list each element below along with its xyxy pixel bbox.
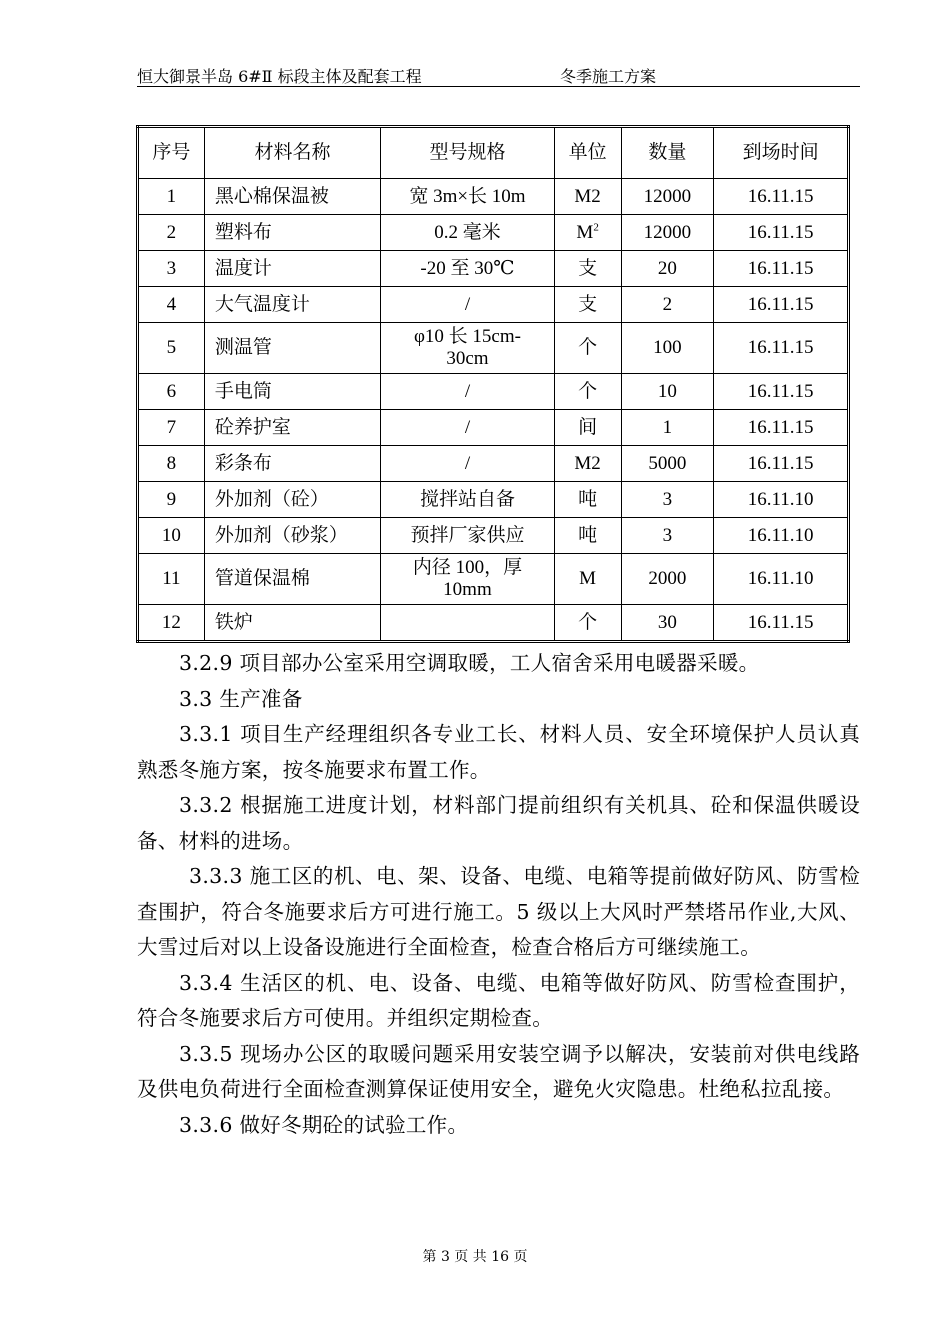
header-document-title: 冬季施工方案 — [560, 67, 657, 86]
cell-spec: 宽 3m×长 10m — [381, 179, 554, 215]
cell-unit: M2 — [554, 446, 621, 482]
cell-unit: M — [554, 554, 621, 605]
cell-qty: 12000 — [621, 215, 714, 251]
cell-date: 16.11.15 — [714, 179, 849, 215]
cell-date: 16.11.15 — [714, 287, 849, 323]
cell-date: 16.11.15 — [714, 323, 849, 374]
cell-spec: φ10 长 15cm-30cm — [381, 323, 554, 374]
cell-date: 16.11.15 — [714, 446, 849, 482]
cell-no: 10 — [138, 518, 205, 554]
table-row — [138, 251, 849, 287]
cell-qty: 12000 — [621, 179, 714, 215]
table-row — [138, 605, 849, 642]
page-footer: 第 3 页 共 16 页 — [422, 1249, 528, 1265]
cell-spec: / — [381, 374, 554, 410]
cell-name: 外加剂（砂浆） — [204, 518, 380, 554]
column-header-spec: 型号规格 — [381, 127, 554, 179]
section-heading: 3.3 生产准备 — [179, 686, 303, 711]
cell-date: 16.11.15 — [714, 410, 849, 446]
table-header-row — [138, 127, 849, 179]
table-row — [138, 374, 849, 410]
cell-no: 5 — [138, 323, 205, 374]
cell-unit: 个 — [554, 323, 621, 374]
cell-name: 黑心棉保温被 — [204, 179, 380, 215]
paragraph: 3.3.2 根据施工进度计划，材料部门提前组织有关机具、砼和保温供暖设备、材料的进场。 — [137, 793, 860, 853]
table-row — [138, 179, 849, 215]
column-header-qty: 数量 — [621, 127, 714, 179]
cell-date: 16.11.10 — [714, 554, 849, 605]
cell-qty: 2 — [621, 287, 714, 323]
cell-no: 9 — [138, 482, 205, 518]
cell-unit: 个 — [554, 605, 621, 642]
cell-qty: 5000 — [621, 446, 714, 482]
paragraph: 3.3.4 生活区的机、电、设备、电缆、电箱等做好防风、防雪检查围护，符合冬施要求后方可使用。并组织定期检查。 — [137, 970, 860, 1030]
cell-no: 3 — [138, 251, 205, 287]
table-row — [138, 482, 849, 518]
column-header-name: 材料名称 — [204, 127, 380, 179]
cell-qty: 1 — [621, 410, 714, 446]
cell-date: 16.11.15 — [714, 605, 849, 642]
cell-qty: 2000 — [621, 554, 714, 605]
cell-unit: 间 — [554, 410, 621, 446]
cell-date: 16.11.15 — [714, 251, 849, 287]
cell-name: 外加剂（砼） — [204, 482, 380, 518]
cell-date: 16.11.10 — [714, 518, 849, 554]
table-row — [138, 323, 849, 374]
paragraph: 3.2.9 项目部办公室采用空调取暖，工人宿舍采用电暖器采暖。 — [179, 651, 760, 675]
cell-spec — [381, 605, 554, 642]
column-header-unit: 单位 — [554, 127, 621, 179]
cell-spec: 0.2 毫米 — [381, 215, 554, 251]
cell-unit: 吨 — [554, 482, 621, 518]
column-header-no: 序号 — [138, 127, 205, 179]
cell-date: 16.11.15 — [714, 215, 849, 251]
cell-unit — [554, 215, 621, 251]
cell-qty: 3 — [621, 482, 714, 518]
table-row — [138, 446, 849, 482]
materials-table — [136, 125, 850, 643]
cell-name: 砼养护室 — [204, 410, 380, 446]
cell-name: 手电筒 — [204, 374, 380, 410]
cell-qty: 30 — [621, 605, 714, 642]
paragraph: 3.3.5 现场办公区的取暖问题采用安装空调予以解决，安装前对供电线路及供电负荷进行全面检查测算保证使用安全，避免火灾隐患。杜绝私拉乱接。 — [137, 1041, 860, 1101]
cell-name: 温度计 — [204, 251, 380, 287]
table-row — [138, 554, 849, 605]
cell-unit: 支 — [554, 251, 621, 287]
unit-superscript: 2 — [593, 221, 599, 234]
cell-no: 8 — [138, 446, 205, 482]
cell-spec: / — [381, 446, 554, 482]
cell-no: 1 — [138, 179, 205, 215]
cell-spec: 搅拌站自备 — [381, 482, 554, 518]
cell-unit: 个 — [554, 374, 621, 410]
column-header-date: 到场时间 — [714, 127, 849, 179]
cell-date: 16.11.15 — [714, 374, 849, 410]
cell-no: 2 — [138, 215, 205, 251]
cell-name: 管道保温棉 — [204, 554, 380, 605]
cell-name: 铁炉 — [204, 605, 380, 642]
cell-qty: 10 — [621, 374, 714, 410]
cell-name: 彩条布 — [204, 446, 380, 482]
cell-name: 塑料布 — [204, 215, 380, 251]
cell-no: 12 — [138, 605, 205, 642]
cell-date: 16.11.10 — [714, 482, 849, 518]
cell-unit: M2 — [554, 179, 621, 215]
table-row — [138, 518, 849, 554]
table-row — [138, 215, 849, 251]
table-row — [138, 410, 849, 446]
unit-text: M — [576, 221, 594, 243]
cell-spec: / — [381, 287, 554, 323]
cell-no: 6 — [138, 374, 205, 410]
table-row — [138, 287, 849, 323]
cell-spec: -20 至 30℃ — [381, 251, 554, 287]
cell-qty: 100 — [621, 323, 714, 374]
cell-spec: 预拌厂家供应 — [381, 518, 554, 554]
paragraph: 3.3.1 项目生产经理组织各专业工长、材料人员、安全环境保护人员认真熟悉冬施方案，按冬施要求布置工作。 — [137, 722, 860, 782]
cell-spec: / — [381, 410, 554, 446]
cell-spec: 内径 100，厚 10mm — [381, 554, 554, 605]
cell-unit: 支 — [554, 287, 621, 323]
cell-name: 测温管 — [204, 323, 380, 374]
cell-qty: 3 — [621, 518, 714, 554]
cell-no: 7 — [138, 410, 205, 446]
cell-unit: 吨 — [554, 518, 621, 554]
page-header — [137, 60, 860, 87]
header-project-title: 恒大御景半岛 6#Ⅱ 标段主体及配套工程 — [137, 67, 422, 86]
paragraph: 3.3.3 施工区的机、电、架、设备、电缆、电箱等提前做好防风、防雪检查围护，符合冬施要求后方可进行施工。5 级以上大风时严禁塔吊作业,大风、大雪过后对以上设备设施进行全面检查，检查合格后方可继续施工。 — [137, 864, 860, 959]
cell-no: 11 — [138, 554, 205, 605]
body-text — [137, 646, 860, 1143]
cell-no: 4 — [138, 287, 205, 323]
paragraph: 3.3.6 做好冬期砼的试验工作。 — [179, 1112, 469, 1137]
cell-name: 大气温度计 — [204, 287, 380, 323]
cell-qty: 20 — [621, 251, 714, 287]
